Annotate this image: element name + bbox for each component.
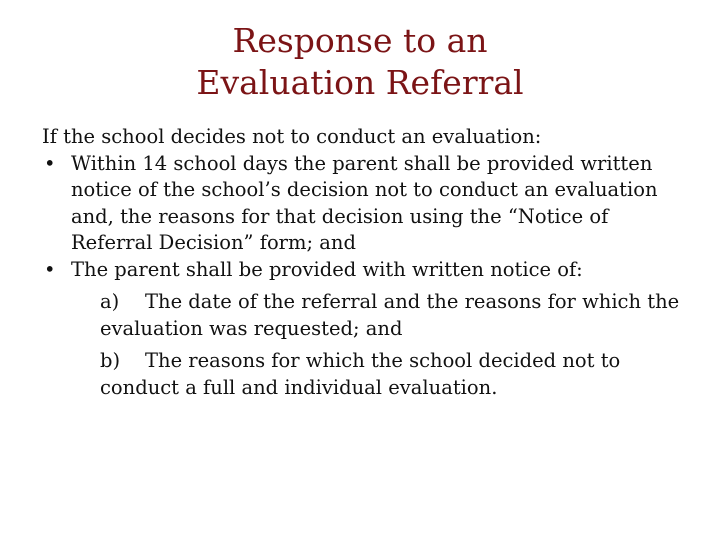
bullet-item xyxy=(42,151,692,257)
sub-item-text: The reasons for which the school decided not to conduct a full and individual evaluation. xyxy=(100,349,621,399)
sub-item-letter: a) xyxy=(100,290,120,313)
sub-item-letter: b) xyxy=(100,349,121,372)
sub-item xyxy=(71,348,692,401)
title-line-2: Evaluation Referral xyxy=(196,63,524,102)
bullet-text: The parent shall be provided with written notice of: xyxy=(71,257,583,281)
slide-body xyxy=(42,124,692,401)
title-line-1: Response to an xyxy=(232,21,488,60)
bullet-marker: • xyxy=(44,151,56,175)
bullet-marker: • xyxy=(44,257,56,281)
bullet-text: Within 14 school days the parent shall be provided written notice of the school’s decision not to conduct an evaluation and, the reasons for that decision using the “Notice of Referral Decision” form; and xyxy=(71,151,658,254)
sub-item xyxy=(71,289,692,342)
intro-text: If the school decides not to conduct an evaluation: xyxy=(42,125,542,148)
sub-item-text: The date of the referral and the reasons for which the evaluation was requested; and xyxy=(100,290,680,340)
bullet-item xyxy=(42,257,692,402)
slide-title xyxy=(0,20,720,104)
